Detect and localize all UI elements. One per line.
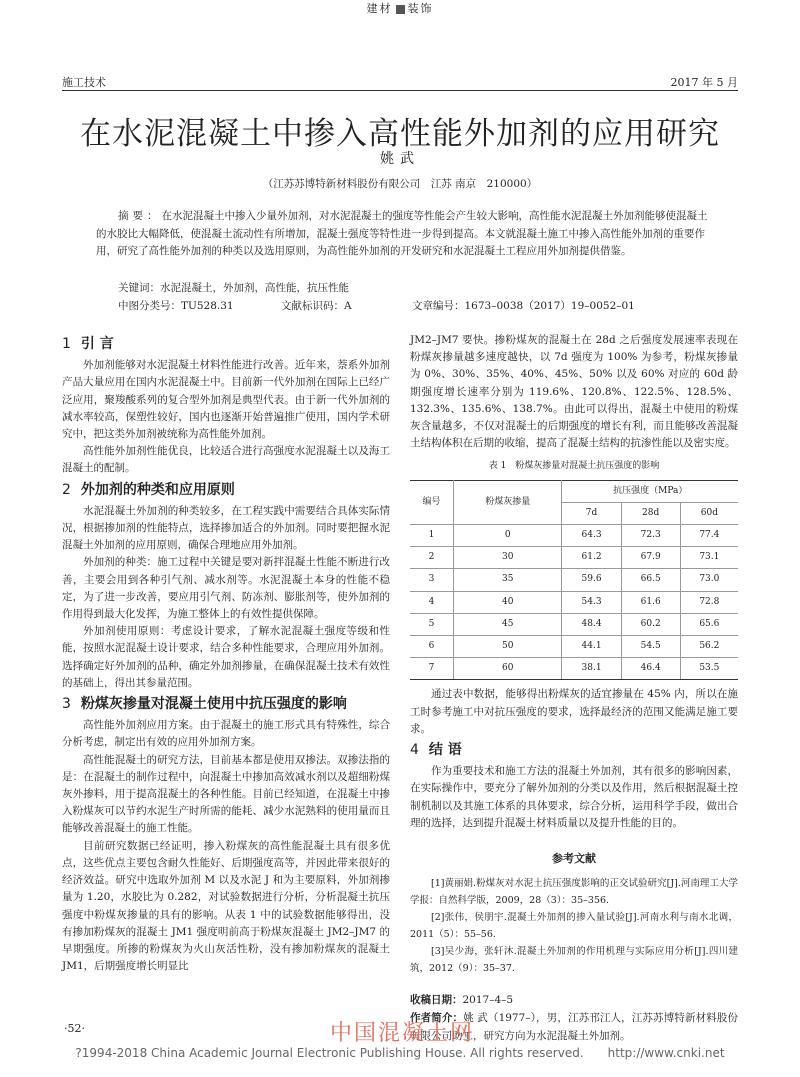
- author-bio: 作者简介：姚 武（1977–），男，江苏邗江人，江苏苏博特新材料股份有限公司助工，研究方向为水泥混凝土外加剂。: [410, 1012, 739, 1043]
- table-header-no: 编号: [410, 480, 454, 524]
- table-cell: 38.1: [562, 658, 621, 680]
- abstract-text: 在水泥混凝土中掺入少量外加剂，对水泥混凝土的强度等性能会产生较大影响，高性能水泥混凝土外加剂能够使混凝土的水胶比大幅降低，使混凝土流动性有所增加，混凝土强度等特性进一步得到提高。本文就混凝土施工中掺入高性能外加剂的重要作用，研究了高性能外加剂的种类以及选用原则，为高性能外加剂的开发研究和水泥混凝土工程应用外加剂提供借鉴。: [96, 210, 708, 257]
- paragraph: 作为重要技术和施工方法的混凝土外加剂，其有很多的影响因素，在实际操作中，要充分了解外加剂的分类以及作用，然后根据混凝土控制机制以及其施工体系的具体要求，综合分析，运用科学手段，做出合理的选择，达到提升混凝土材料质量以及提升性能的目的。: [410, 765, 738, 829]
- paragraph: 外加剂使用原则：考虑设计要求，了解水泥混凝土强度等级和性能，按照水泥混凝土设计要求，结合多种性能要求，合理应用外加剂。选择确定好外加剂的品种，确定外加剂掺量，在确保混凝土技术有效性的基础上，得出其参量范围。: [62, 625, 390, 689]
- table-cell: 46.4: [621, 658, 680, 680]
- right-column: [410, 332, 738, 1045]
- abstract: [96, 208, 708, 261]
- table-cell: 72.8: [680, 591, 738, 613]
- table-cell: 73.0: [680, 569, 738, 591]
- table-cell: 60.2: [621, 613, 680, 635]
- table-cell: 5: [410, 613, 454, 635]
- table-cell: 61.2: [562, 547, 621, 569]
- classification-number: 中图分类号：TU528.31: [118, 300, 234, 312]
- table-header-7d: 7d: [562, 502, 621, 524]
- author-affiliation: （江苏苏博特新材料股份有限公司 江苏 南京 210000）: [262, 178, 538, 190]
- table-cell: 1: [410, 525, 454, 547]
- table-cell: 73.1: [680, 547, 738, 569]
- table-cell: 40: [454, 591, 562, 613]
- section-heading-1: 1 引 言: [62, 336, 114, 352]
- section-heading-3: 3 粉煤灰掺量对混凝土使用中抗压强度的影响: [62, 696, 347, 713]
- page-number: ·52·: [64, 1022, 85, 1035]
- table-cell: 7: [410, 658, 454, 680]
- header-rule: [62, 90, 738, 91]
- journal-name-part-a: 建材: [366, 2, 393, 15]
- site-watermark: 中国混凝土网: [330, 1021, 475, 1046]
- table-cell: 50: [454, 636, 562, 658]
- table-cell: 2: [410, 547, 454, 569]
- running-header-date: 2017 年 5 月: [670, 76, 738, 89]
- running-header-left: 施工技术: [62, 76, 106, 89]
- paper-author: 姚武: [380, 151, 420, 167]
- reference-item: [2]张伟，侯朋宇.混凝土外加剂的掺入量试验[J].河南水利与南水北调，2011（5）：55–56.: [410, 912, 738, 941]
- table-cell: 3: [410, 569, 454, 591]
- table-cell: 72.3: [621, 525, 680, 547]
- paragraph: 高性能混凝土的研究方法，目前基本都是使用双掺法。双掺法指的是：在混凝土的制作过程中，向混凝土中掺加高效减水剂以及超细粉煤灰外掺料，用于提高混凝土的各种性能。目前已经知道，在混凝土中掺入粉煤灰可以节约水泥生产时所需的能耗、减少水泥熟料的使用量而且能够改善混凝土的施工性能。: [62, 753, 390, 835]
- journal-logo-mark: [396, 5, 405, 14]
- table-cell: 64.3: [562, 525, 621, 547]
- table-row: [410, 613, 738, 635]
- table-cell: 54.3: [562, 591, 621, 613]
- table-cell: 30: [454, 547, 562, 569]
- table-row: [410, 525, 738, 547]
- table-cell: 65.6: [680, 613, 738, 635]
- references-heading: 参考文献: [552, 852, 596, 866]
- left-column: [62, 332, 390, 975]
- table-cell: 54.5: [621, 636, 680, 658]
- table-cell: 56.2: [680, 636, 738, 658]
- table-cell: 44.1: [562, 636, 621, 658]
- reference-item: [1]黄丽娟.粉煤灰对水泥土抗压强度影响的正交试验研究[J].河南理工大学学报：自然科学版，2009，28（3）：35–356.: [410, 878, 738, 907]
- table-header-dose: 粉煤灰掺量: [454, 480, 562, 524]
- paper-title: 在水泥混凝土中掺入高性能外加剂的应用研究: [80, 116, 720, 152]
- table-cell: 6: [410, 636, 454, 658]
- table-cell: 59.6: [562, 569, 621, 591]
- journal-name-part-b: 装饰: [407, 2, 434, 15]
- table-row: [410, 636, 738, 658]
- table-cell: 66.5: [621, 569, 680, 591]
- table-cell: 45: [454, 613, 562, 635]
- table-cell: 61.6: [621, 591, 680, 613]
- article-number: 文章编号：1673–0038（2017）19–0052–01: [412, 300, 635, 312]
- table-cell: 0: [454, 525, 562, 547]
- paragraph: 高性能外加剂性能优良，比较适合进行高强度水泥混凝土以及海工混凝土的配制。: [62, 445, 390, 475]
- paragraph: 外加剂的种类：施工过程中关键是要对新拌混凝土性能不断进行改善，主要会用到各种引气剂、减水剂等。水泥混凝土本身的性能不稳定，为了进一步改善，要应用引气剂、防冻剂、膨胀剂等，使外加剂的作用得到最大化发挥，为施工整体上的有效性提供保障。: [62, 556, 390, 621]
- table-row: [410, 658, 738, 680]
- paragraph: 通过表中数据，能够得出粉煤灰的适宜掺量在 45% 内，所以在施工时参考施工中对抗压强度的要求，选择最经济的范围又能满足施工要求。: [410, 688, 738, 735]
- running-header-center: [0, 0, 800, 16]
- keywords: 关键词：水泥混凝土，外加剂，高性能，抗压性能: [118, 282, 349, 294]
- table-cell: 77.4: [680, 525, 738, 547]
- data-table: [410, 480, 738, 681]
- table-header-28d: 28d: [621, 502, 680, 524]
- table-cell: 67.9: [621, 547, 680, 569]
- reference-item: [3]吴少海，张轩沐.混凝土外加剂的作用机理与实际应用分析[J].四川建筑，2012（9）：35–37.: [410, 946, 738, 975]
- paragraph: 水泥混凝土外加剂的种类较多，在工程实践中需要结合具体实际情况，根据掺加剂的性能特点，选择掺加适合的外加剂。同时要把握水泥混凝土外加剂的应用原则，确保合理地应用外加剂。: [62, 504, 390, 552]
- table-cell: 53.5: [680, 658, 738, 680]
- abstract-label: 摘要：: [118, 210, 162, 222]
- section-heading-2: 2 外加剂的种类和应用原则: [62, 481, 235, 498]
- table-row: [410, 591, 738, 613]
- paragraph: 高性能外加剂应用方案。由于混凝土的施工形式具有特殊性，综合分析考虑，制定出有效的应用外加剂方案。: [62, 719, 390, 749]
- paragraph: 目前研究数据已经证明，掺入粉煤灰的高性能混凝土具有很多优点，这些优点主要包含耐久性能好、后期强度高等，并因此带来很好的经济效益。研究中选取外加剂 M 以及水泥 J 和为主要原料，外加剂掺量为 1.20，水胶比为 0.282，对试验数据进行分析，分析混凝土抗压强度中粉煤灰掺量的具有的影响。从表 1 中的试验数据能够得出，没有掺加粉煤灰的混凝土 JM1 强度明前高于粉煤灰混凝土 JM2–JM7 的早期强度。所掺的粉煤灰为火山灰活性粉，没有掺加粉煤灰的混凝土 JM1，后期强度增长明显比: [62, 839, 390, 973]
- table-cell: 35: [454, 569, 562, 591]
- table-cell: 60: [454, 658, 562, 680]
- table-row: [410, 569, 738, 591]
- section-heading-4: 4 结 语: [410, 742, 462, 759]
- table-row: [410, 547, 738, 569]
- table-header-60d: 60d: [680, 502, 738, 524]
- table-cell: 48.4: [562, 613, 621, 635]
- copyright-footer: ?1994-2018 China Academic Journal Electronic Publishing House. All rights reserved. http://www.cnki.net: [75, 1046, 725, 1060]
- received-date: 收稿日期：2017–4–5: [410, 994, 514, 1007]
- document-id-code: 文献标识码：A: [281, 300, 352, 312]
- table-cell: 4: [410, 591, 454, 613]
- table-caption: 表 1 粉煤灰掺量对混凝土抗压强度的影响: [488, 461, 660, 472]
- table-header-strength: 抗压强度（MPa）: [562, 480, 738, 502]
- paragraph: 外加剂能够对水泥混凝土材料性能进行改善。近年来，萘系外加剂产品大量应用在国内水泥混凝土中。目前新一代外加剂在国际上已经广泛应用，聚羧酸系列的复合型外加剂是典型代表。由于新一代外加剂的减水率较高，保塑性较好，国内也逐渐开始普遍推广使用，国内学术研究中，把这类外加剂被统称为高性能外加剂。: [62, 359, 390, 441]
- paragraph: JM2–JM7 要快。掺粉煤灰的混凝土在 28d 之后强度发展速率表现在粉煤灰掺量越多速度越快，以 7d 强度为 100% 为参考，粉煤灰掺量为 0%、30%、35%、40%、45%、50% 以及 60% 对应的 60d 龄期强度增长速率分别为 119.6%、120.8%、122.5%、128.5%、132.3%、135.6%、138.7%。由此可以得出，混凝土中使用的粉煤灰含量越多，不仅对混凝土的后期强度的增长有利，而且能够改善混凝土结构体积在后期的收缩，提高了混凝土结构的抗渗性能以及密实度。: [410, 334, 738, 450]
